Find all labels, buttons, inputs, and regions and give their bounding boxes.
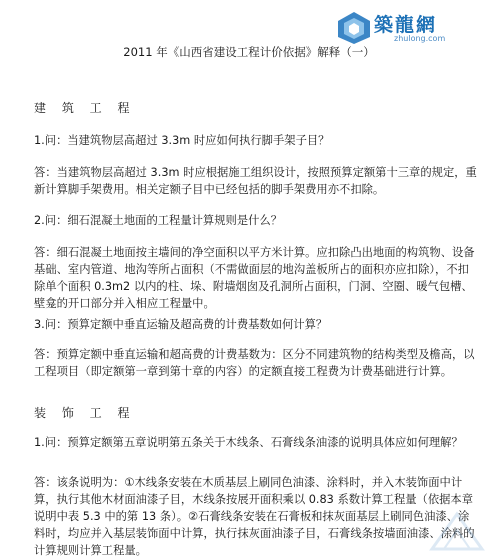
document-title: 2011 年《山西省建设工程计价依据》解释（一） [123, 45, 375, 59]
section-heading-decoration: 装 饰 工 程 [34, 406, 136, 420]
answer-1: 答：当建筑物层高超过 3.3m 时应根据施工组织设计，按照预算定额第十三章的规定，重新计算脚手架费用。相关定额子目中已经包括的脚手架费用亦不扣除。 [34, 166, 477, 196]
answer-2: 答：细石混凝土地面按主墙间的净空面积以平方米计算。应扣除凸出地面的构筑物、设备基础、室内管道、地沟等所占面积（不需做面层的地沟盖板所占的面积亦应扣除），不扣除单个面积 0.3m2 以内的柱、垛、附墙烟囱及孔洞所占面积，门洞、空圈、暖气包槽、壁龛的开口部分并入相应工程量中。 [34, 246, 475, 310]
question-1: 1.问：当建筑物层高超过 3.3m 时应如何执行脚手架子目？ [34, 134, 330, 147]
logo-name: 築龍網 [374, 14, 438, 36]
question-3: 3.问：预算定额中垂直运输及超高费的计费基数如何计算？ [34, 318, 328, 331]
answer-4: 答：该条说明为：①木线条安装在木质基层上刷同色油漆、涂料时，并入木装饰面中计算，执行其他木材面油漆子目，木线条按展开面积乘以 0.83 系数计算工程量（依据本章说明中表 5.3 中的第 13 条）。②石膏线条安装在石膏板和抹灰面基层上刷同色油漆、涂料时，均应并入基层装饰面中计算，执行抹灰面油漆子目，石膏线条按墙面油漆、涂料的计算规则计算工程量。 [34, 476, 475, 557]
logo-icon [336, 10, 372, 46]
logo-url: zhulong.com [394, 34, 446, 43]
question-2: 2.问：细石混凝土地面的工程量计算规则是什么？ [34, 214, 283, 227]
answer-3: 答：预算定额中垂直运输和超高费的计费基数为：区分不同建筑物的结构类型及檐高，以工程项目（即定额第一章到第十章的内容）的定额直接工程费为计费基础进行计算。 [34, 348, 475, 378]
watermark-logo-icon [422, 504, 492, 554]
question-4: 1.问：预算定额第五章说明第五条关于木线条、石膏线条油漆的说明具体应如何理解？ [34, 436, 463, 449]
section-heading-building: 建 筑 工 程 [34, 101, 136, 115]
site-logo[interactable] [334, 8, 484, 48]
